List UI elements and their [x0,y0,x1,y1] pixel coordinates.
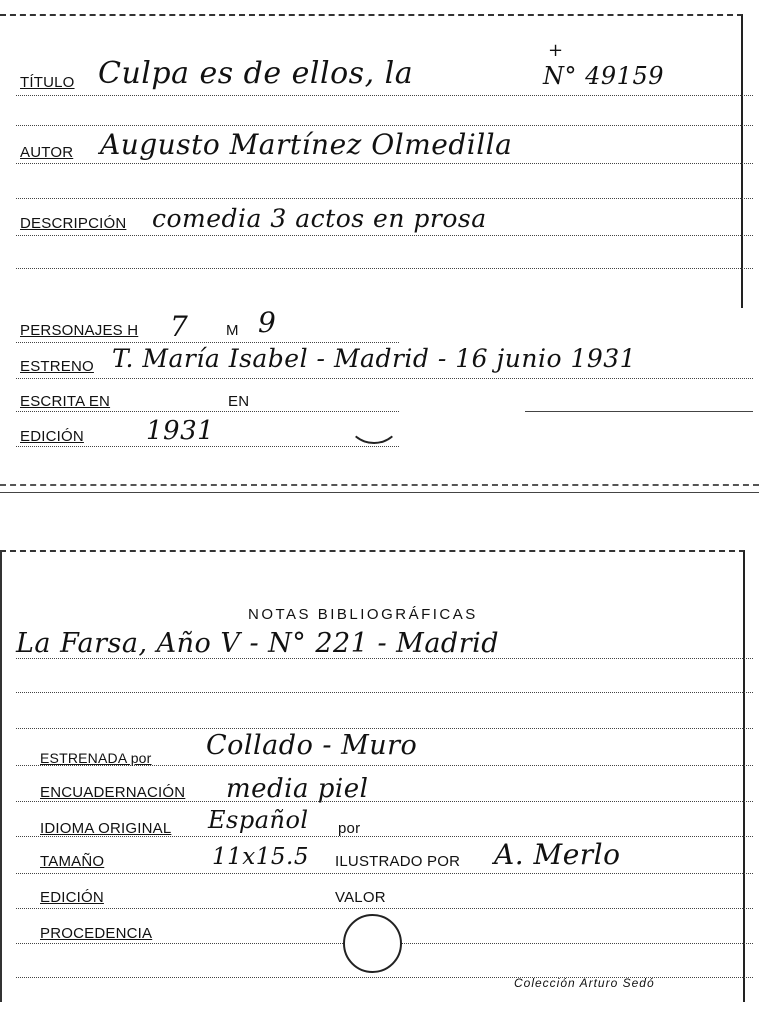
tamano-line [16,873,753,874]
ilustrado-label: ILUSTRADO POR [335,853,461,870]
edicion-back-label: EDICIÓN [40,889,104,906]
collection-credit: Colección Arturo Sedó [514,976,655,990]
idioma-por-label: por [338,820,361,837]
card-divider [0,492,759,493]
procedencia-label: PROCEDENCIA [40,925,153,942]
titulo-value: Culpa es de ellos, la [98,56,414,91]
edicion-back-line [16,908,753,909]
numero-value: N° 49159 [543,62,664,90]
escrita-label: ESCRITA EN [20,393,111,410]
descripcion-line [16,235,753,236]
estreno-line [16,378,753,379]
descripcion-label: DESCRIPCIÓN [20,215,127,232]
punch-hole [343,914,402,973]
edicion-line [16,446,399,447]
encuadernacion-line [16,801,753,802]
edicion-value: 1931 [146,416,215,446]
cut-line [0,484,759,486]
edicion-label: EDICIÓN [20,428,84,445]
estreno-label: ESTRENO [20,358,94,375]
personajes-line [16,342,399,343]
estreno-value: T. María Isabel - Madrid - 16 junio 1931 [112,344,637,373]
personajes-label: PERSONAJES H [20,322,139,339]
notas-header: NOTAS BIBLIOGRÁFICAS [248,606,478,623]
title-line [16,95,753,96]
descripcion-value: comedia 3 actos en prosa [152,204,487,233]
blank-line [16,728,753,729]
blank-line [16,198,753,199]
estrenada-value: Collado - Muro [206,730,418,761]
encuadernacion-label: ENCUADERNACIÓN [40,784,186,801]
autor-line [16,163,753,164]
encuadernacion-value: media piel [226,774,369,804]
escrita-en2-label: EN [228,393,250,410]
titulo-label: TÍTULO [20,74,75,91]
autor-value: Augusto Martínez Olmedilla [100,128,513,161]
punch-hole-mark [348,400,400,444]
blank-line [16,125,753,126]
estrenada-label: ESTRENADA por [40,750,152,766]
idioma-label: IDIOMA ORIGINAL [40,820,172,837]
valor-label: VALOR [335,889,386,906]
blank-line [16,268,753,269]
numero-mark: + [548,40,564,61]
personajes-m-label: M [226,322,239,339]
tamano-label: TAMAÑO [40,853,105,870]
ilustrado-value: A. Merlo [494,838,621,871]
personajes-m-value: 9 [258,306,277,339]
idioma-value: Español [208,806,309,834]
autor-label: AUTOR [20,144,74,161]
tamano-value: 11x15.5 [212,844,309,870]
escrita-line-right [525,411,753,412]
escrita-line [16,411,399,412]
personajes-h-value: 7 [170,310,189,343]
nota-value: La Farsa, Año V - N° 221 - Madrid [16,628,500,659]
blank-line [16,692,753,693]
